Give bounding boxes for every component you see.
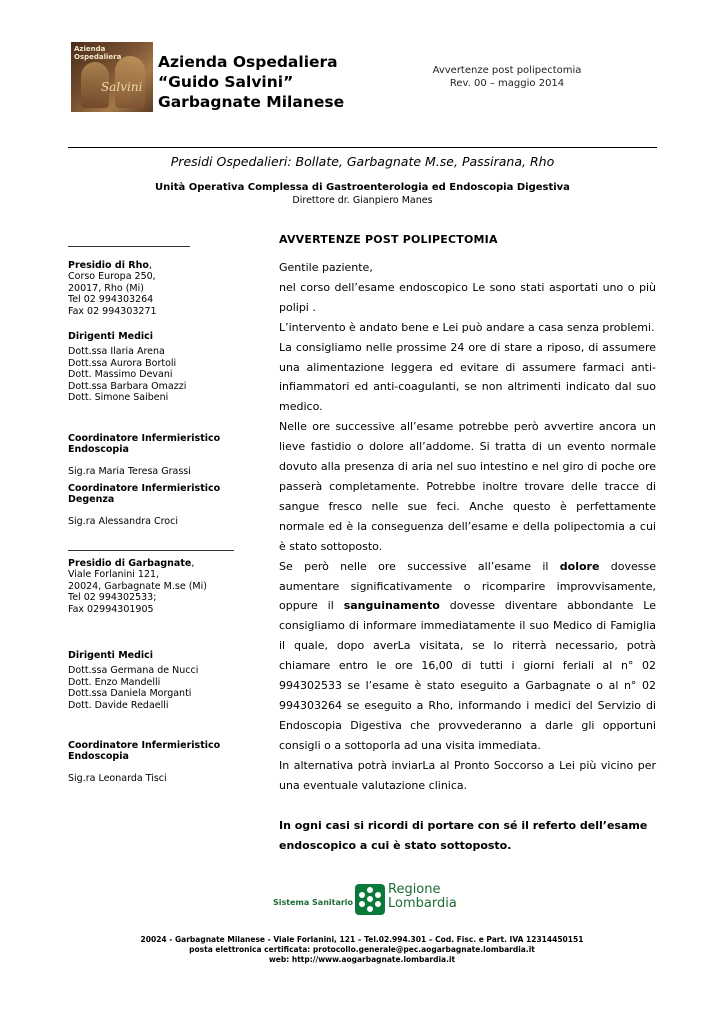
doctor-name: Dott.ssa Barbara Omazzi xyxy=(68,380,187,392)
phone-line: Tel 02 994302533; xyxy=(68,592,157,604)
doctor-name: Dott. Massimo Devani xyxy=(68,369,173,381)
document-meta xyxy=(414,64,600,90)
rho-coord-degenza: Coordinatore Infermieristico Degenza Sig.ra Alessandra Croci xyxy=(68,483,221,527)
sistema-sanitario-label: Sistema Sanitario xyxy=(273,898,354,907)
coordinator-name: Sig.ra Leonarda Tisci xyxy=(68,772,167,784)
coordinator-name: Sig.ra Alessandra Croci xyxy=(68,515,178,527)
page-footer xyxy=(60,935,664,965)
paragraph: L’intervento è andato bene e Lei può andare a casa senza problemi. xyxy=(279,320,655,334)
header-divider xyxy=(68,147,657,148)
regione-lombardia-logo xyxy=(273,883,473,917)
doctor-name: Dott.ssa Daniela Morganti xyxy=(68,688,192,700)
logo-script: Salvini xyxy=(101,80,143,94)
sidebar-divider xyxy=(68,246,190,247)
hospital-logo xyxy=(71,42,153,112)
notice-body xyxy=(279,258,656,795)
presidio-rho-heading: Presidio di Rho xyxy=(68,260,149,271)
presidio-garbagnate-heading: Presidio di Garbagnate xyxy=(68,558,192,569)
doctor-name: Dott.ssa Aurora Bortoli xyxy=(68,357,177,369)
footer-address: 20024 - Garbagnate Milanese - Viale Forlanini, 121 – Tel.02.994.301 – Cod. Fisc. e Part. IVA 12314450151 xyxy=(140,935,584,944)
doctor-name: Dott.ssa Germana de Nucci xyxy=(68,665,199,677)
paragraph: Nelle ore successive all’esame potrebbe però avvertire ancora un lieve fastidio o dolore all’addome. Si tratta di un evento normale dovuto alla presenza di aria nel suo intestino e nel giro di poche ore passerà completamente. Potrebbe inoltre trovare delle tracce di sangue fresco nelle sue feci. Anche questo è perfettamente normale ed è la conseguenza dell’esame e della polipectomia a cui è stato sottoposto. xyxy=(279,420,656,553)
garbagnate-coord-endoscopia: Coordinatore Infermieristico Endoscopia Sig.ra Leonarda Tisci xyxy=(68,740,221,784)
notice-title: AVVERTENZE POST POLIPECTOMIA xyxy=(279,233,498,246)
fax-line: Fax 02994301905 xyxy=(68,603,154,615)
address-line: 20024, Garbagnate M.se (Mi) xyxy=(68,580,207,592)
address-line: Corso Europa 250, xyxy=(68,271,156,283)
paragraph: Se però nelle ore successive all’esame il dolore dovesse aumentare significativamente o ricomparire improvvisamente, oppure il sanguinamento dovesse diventare abbondante Le consigliamo di informare immediatamente il suo Medico di Famiglia il quale, dopo averLa visitata, se lo riterrà necessario, potrà chiamare entro le ore 16,00 di tutti i giorni feriali al n° 02 994302533 se l’esame è stato eseguito a Garbagnate o al n° 02 994303264 se eseguito a Rho, informando i medici del Servizio di Endoscopia Digestiva che provvederanno a darle gli opportuni consigli o a sottoporla ad una visita immediata. xyxy=(279,559,656,752)
rho-medici xyxy=(68,331,186,403)
doctor-name: Dott. Enzo Mandelli xyxy=(68,676,161,688)
closing-note: In ogni casi si ricordi di portare con sé il referto dell’esame endoscopico a cui è stato sottoposto. xyxy=(279,819,648,852)
director-line: Direttore dr. Gianpiero Manes xyxy=(292,195,433,206)
address-line: Viale Forlanini 121, xyxy=(68,569,160,581)
logo-caption: Azienda Ospedaliera xyxy=(74,45,122,61)
keyword-sanguinamento: sanguinamento xyxy=(343,599,440,613)
doctor-name: Dott.ssa Ilaria Arena xyxy=(68,346,165,358)
unit-name: Unità Operativa Complessa di Gastroenterologia ed Endoscopia Digestiva xyxy=(155,182,570,193)
keyword-dolore: dolore xyxy=(559,559,600,573)
footer-web: web: http://www.aogarbagnate.lombardia.it xyxy=(268,955,456,964)
phone-line: Tel 02 994303264 xyxy=(68,294,154,306)
coordinator-name: Sig.ra Maria Teresa Grassi xyxy=(68,465,191,477)
paragraph: nel corso dell’esame endoscopico Le sono stati asportati uno o più polipi . xyxy=(279,280,656,314)
organization-name: Azienda Ospedaliera “Guido Salvini” Garbagnate Milanese xyxy=(158,53,345,111)
footer-pec: posta elettronica certificata: protocollo.generale@pec.aogarbagnate.lombardia.it xyxy=(189,945,535,954)
presidi-line: Presidi Ospedalieri: Bollate, Garbagnate M.se, Passirana, Rho xyxy=(170,154,555,169)
doctor-name: Dott. Simone Saibeni xyxy=(68,392,169,404)
document-revision: Rev. 00 – maggio 2014 xyxy=(449,78,565,89)
document-title: Avvertenze post polipectomia xyxy=(432,65,582,76)
greeting: Gentile paziente, xyxy=(279,261,373,274)
rho-coord-endoscopia: Coordinatore Infermieristico Endoscopia Sig.ra Maria Teresa Grassi xyxy=(68,433,221,477)
sidebar-divider xyxy=(68,550,234,551)
regione-name: Regione Lombardia xyxy=(388,882,457,911)
presidio-rho: Presidio di Rho, Corso Europa 250, 20017, Rho (Mi) Tel 02 994303264 Fax 02 994303271 xyxy=(68,260,157,317)
address-line: 20017, Rho (Mi) xyxy=(68,282,144,294)
doctor-name: Dott. Davide Redaelli xyxy=(68,699,169,711)
fax-line: Fax 02 994303271 xyxy=(68,305,157,317)
presidio-garbagnate: Presidio di Garbagnate, Viale Forlanini 121, 20024, Garbagnate M.se (Mi) Tel 02 994302533; Fax 02994301905 xyxy=(68,558,207,615)
medici-heading: Dirigenti Medici xyxy=(68,650,154,661)
rosa-camuna-icon xyxy=(355,884,385,915)
garbagnate-medici xyxy=(68,650,198,711)
paragraph: La consigliamo nelle prossime 24 ore di stare a riposo, di assumere una alimentazione leggera ed evitare di assumere farmaci anti-infiammatori ed anti-coagulanti, se non altrimenti indicato dal suo medico. xyxy=(279,340,656,414)
paragraph: In alternativa potrà inviarLa al Pronto Soccorso a Lei più vicino per una eventuale valutazione clinica. xyxy=(279,758,656,792)
medici-heading: Dirigenti Medici xyxy=(68,331,154,342)
